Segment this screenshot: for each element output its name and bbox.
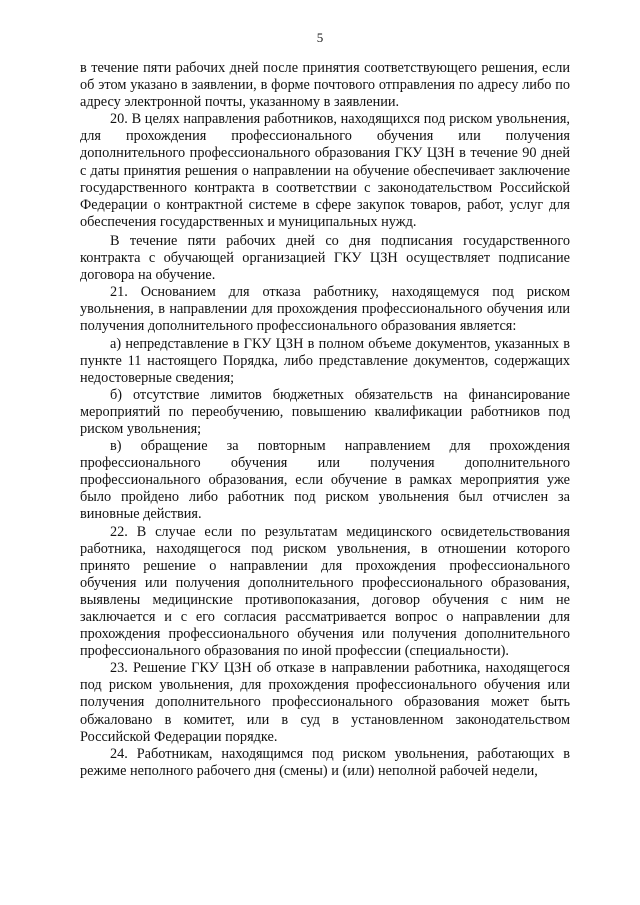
paragraph-21: 21. Основанием для отказа работнику, находящемуся под риском увольнения, в направлении для прохождения профессионального обучения или получения дополнительного профессионального образования является: [80,284,570,335]
paragraph-22: 22. В случае если по результатам медицинского освидетельствования работника, находящегося под риском увольнения, в отношении которого принято решение о направлении для прохождения профессионального обучения или получения дополнительного профессионального образования, выявлены медицинские противопоказания, договор обучения с ним не заключается и с его согласия рассматривается вопрос о направлении для прохождения профессионального обучения или получения дополнительного профессионального образования по иной профессии (специальности). [80,523,570,660]
paragraph-20-contract: В течение пяти рабочих дней со дня подписания государственного контракта с обучающей организацией ГКУ ЦЗН осуществляет подписание договора на обучение. [80,232,570,284]
paragraph-23: 23. Решение ГКУ ЦЗН об отказе в направлении работника, находящегося под риском увольнения, для прохождения профессионального обучения или получения дополнительного профессионального образования может быть обжаловано в комитет, или в суд в установленном законодательством Российской Федерации порядке. [80,660,570,745]
paragraph-21-c: в) обращение за повторным направлением для прохождения профессионального обучения или получения дополнительного профессионального образования, если обучение в рамках мероприятия уже было пройдено либо работник под риском увольнения был отчислен за виновные действия. [80,438,570,523]
paragraph-continuation: в течение пяти рабочих дней после принятия соответствующего решения, если об этом указано в заявлении, в форме почтового отправления по адресу либо по адресу электронной почты, указанному в заявлении. [80,60,570,111]
paragraph-20: 20. В целях направления работников, находящихся под риском увольнения, для прохождения профессионального обучения или получения дополнительного профессионального образования ГКУ ЦЗН в течение 90 дней с даты принятия решения о направлении на обучение обеспечивает заключение государственного контракта в соответствии с законодательством Российской Федерации о контрактной системе в сфере закупок товаров, работ, услуг для обеспечения государственных и муниципальных нужд. [80,111,570,230]
paragraph-24: 24. Работникам, находящимся под риском увольнения, работающих в режиме неполного рабочего дня (смены) и (или) неполной рабочей недели, [80,745,570,779]
page-number: 5 [316,30,324,45]
document-body [80,60,570,780]
paragraph-21-b: б) отсутствие лимитов бюджетных обязательств на финансирование мероприятий по переобучению, повышению квалификации работников под риском увольнения; [80,386,570,437]
paragraph-21-a: а) непредставление в ГКУ ЦЗН в полном объеме документов, указанных в пункте 11 настоящего Порядка, либо представление документов, содержащих недостоверные сведения; [80,335,570,386]
